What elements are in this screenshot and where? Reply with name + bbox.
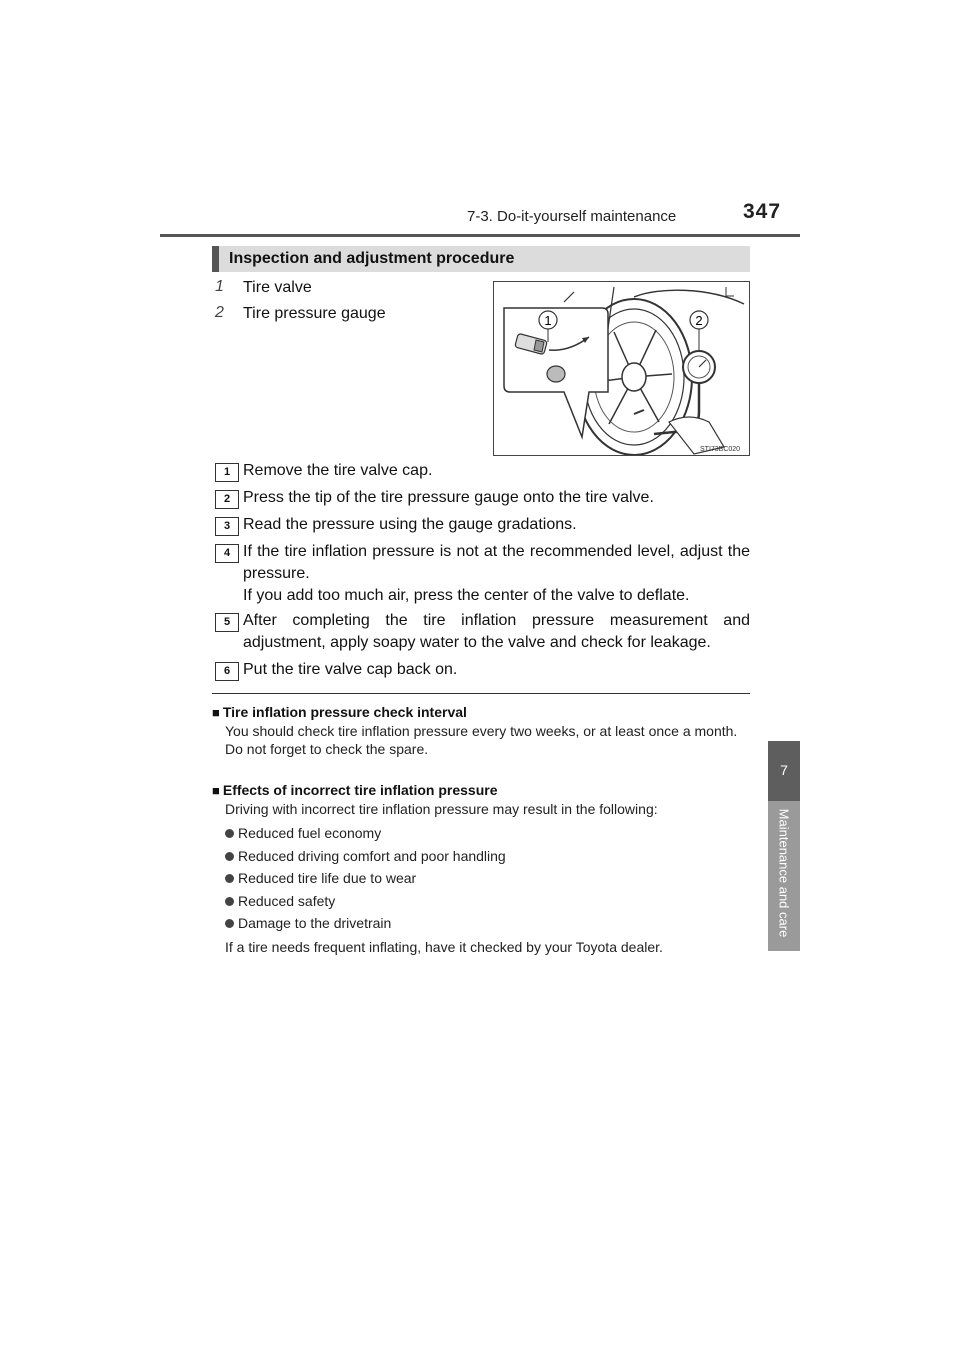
note-heading [212,703,752,722]
step-6 [215,659,750,681]
list-item [225,848,506,864]
section-heading: Inspection and adjustment procedure [229,250,515,267]
step-text: Read the pressure using the gauge gradations. [243,516,577,533]
step-text: If the tire inflation pressure is not at the recommended level, adjust the pressure. [243,543,750,582]
step-4 [215,541,750,607]
step-text: Remove the tire valve cap. [243,462,433,479]
list-item-text: Reduced safety [238,893,336,909]
square-bullet-icon: ■ [212,705,220,720]
section-title-header: 7-3. Do-it-yourself maintenance [467,208,677,225]
note-effects [212,781,752,818]
chapter-tab [768,741,800,951]
note-body: You should check tire inflation pressure every two weeks, or at least once a month. [225,723,738,739]
step-text: Press the tip of the tire pressure gauge onto the tire valve. [243,489,654,506]
callout-number: 2 [215,304,224,321]
list-item [225,915,391,931]
figure-marker-1: 1 [544,313,552,328]
step-number-badge: 4 [215,544,239,563]
note-check-interval [212,703,752,758]
step-extra-text: If you add too much air, press the center of the valve to deflate. [243,587,690,604]
bullet-icon [225,852,234,861]
divider-line [212,693,750,694]
list-item-text: Reduced driving comfort and poor handling [238,848,506,864]
page-number: 347 [743,200,782,223]
square-bullet-icon: ■ [212,783,220,798]
figure-marker-2: 2 [695,313,703,328]
list-item-text: Reduced tire life due to wear [238,870,417,886]
step-3 [215,514,750,536]
tire-illustration-svg [494,282,749,455]
step-text: Put the tire valve cap back on. [243,661,458,678]
note-intro: Driving with incorrect tire inflation pressure may result in the following: [225,801,658,817]
note-heading-text: Effects of incorrect tire inflation pressure [222,782,498,798]
bullet-icon [225,919,234,928]
note-body-2: Do not forget to check the spare. [225,741,429,757]
list-item [225,825,381,841]
callout-number: 1 [215,278,224,295]
bullet-icon [225,874,234,883]
step-number-badge: 5 [215,613,239,632]
step-1 [215,460,750,482]
callout-label: Tire pressure gauge [243,305,386,322]
step-5 [215,610,750,654]
list-item [225,870,416,886]
chapter-number: 7 [768,741,800,801]
chapter-title: Maintenance and care [776,808,792,938]
step-text: After completing the tire inflation pressure measurement and adjustment, apply soapy water to the valve and check for leakage. [243,612,750,651]
page-header [160,200,800,237]
note-heading-text: Tire inflation pressure check interval [222,704,467,720]
note-heading [212,781,752,800]
step-number-badge: 3 [215,517,239,536]
note-closing [212,938,752,956]
tire-gauge-illustration [493,281,750,456]
step-number-badge: 6 [215,662,239,681]
list-item-text: Reduced fuel economy [238,825,382,841]
step-number-badge: 1 [215,463,239,482]
list-item-text: Damage to the drivetrain [238,915,392,931]
section-heading-bar [212,246,750,272]
step-number-badge: 2 [215,490,239,509]
step-2 [215,487,750,509]
bullet-icon [225,829,234,838]
note-closing-text: If a tire needs frequent inflating, have it checked by your Toyota dealer. [225,939,663,955]
callout-label: Tire valve [243,279,312,296]
bullet-icon [225,897,234,906]
figure-code: STI73BC020 [700,446,741,453]
list-item [225,893,335,909]
